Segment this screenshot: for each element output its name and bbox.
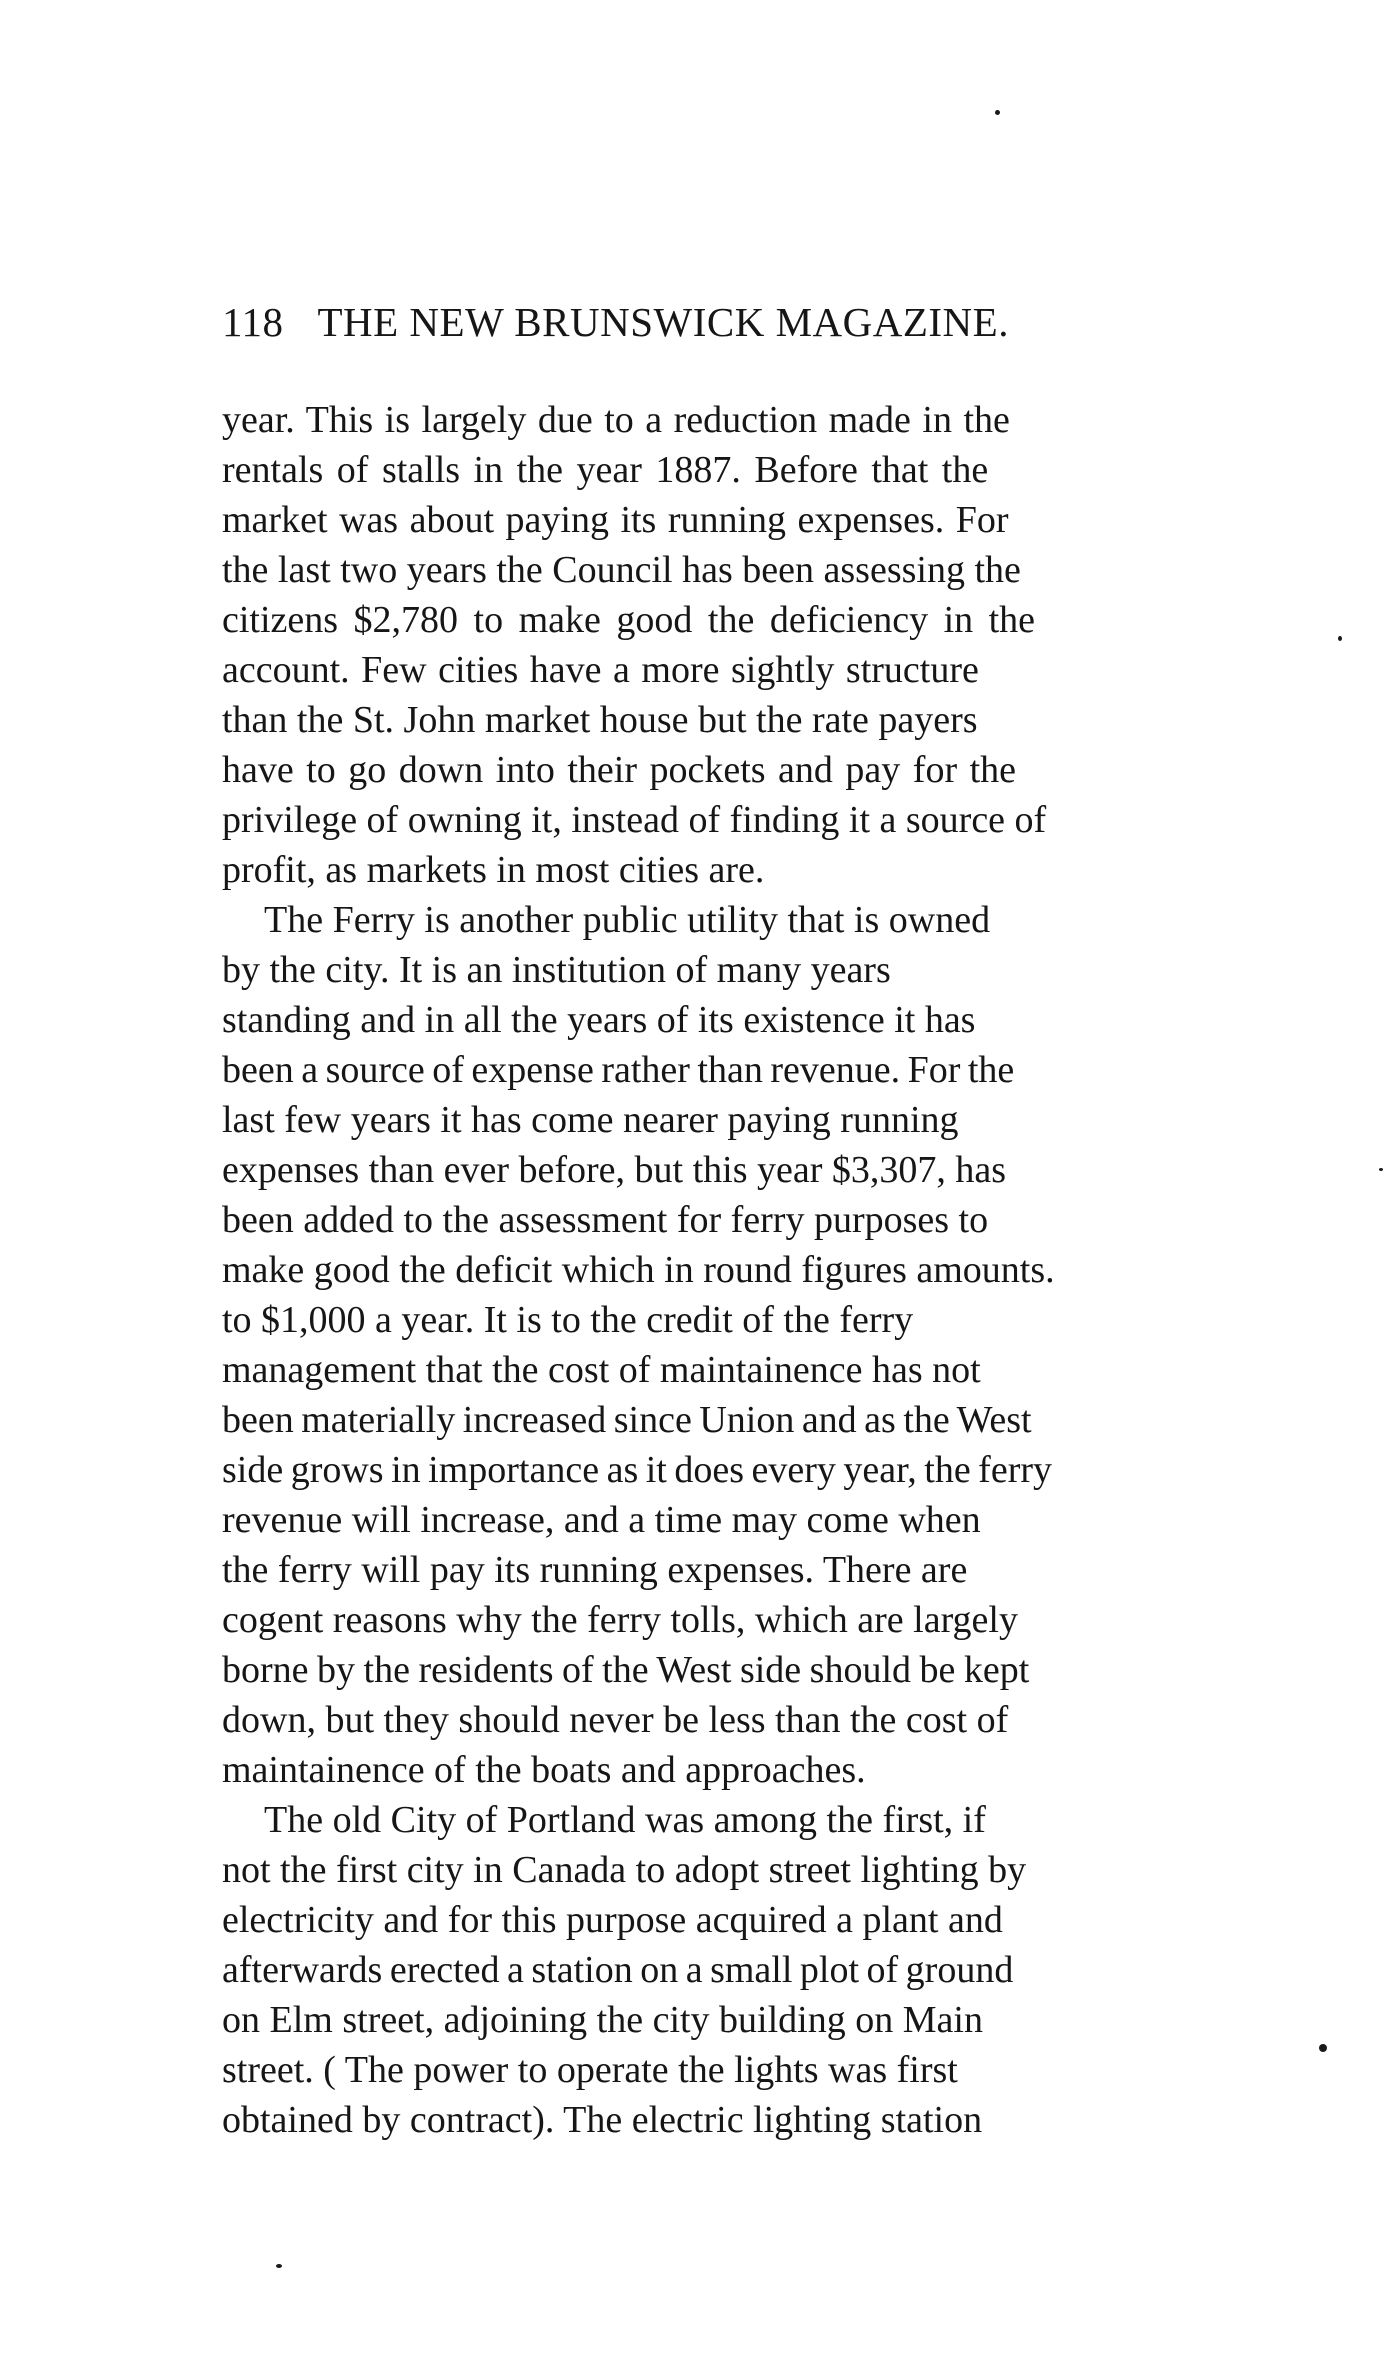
text-line: profit, as markets in most cities are.: [222, 849, 765, 891]
text-line: revenue will increase, and a time may come when: [222, 1499, 981, 1541]
text-line: privilege of owning it, instead of finding it a source of: [222, 799, 1047, 841]
scan-speck: [995, 110, 1000, 115]
text-line: street. ( The power to operate the lights was first: [222, 2049, 958, 2091]
text-line: by the city. It is an institution of many years: [222, 949, 891, 991]
text-line: on Elm street, adjoining the city building on Main: [222, 1999, 983, 2041]
text-line: side grows in importance as it does every year, the ferry: [222, 1449, 1053, 1491]
text-line: last few years it has come nearer paying running: [222, 1099, 959, 1141]
text-line: account. Few cities have a more sightly structure: [222, 649, 979, 691]
text-line: been a source of expense rather than revenue. For the: [222, 1049, 1015, 1091]
text-line: year. This is largely due to a reduction made in the: [222, 399, 1010, 441]
scan-speck: [1379, 1168, 1383, 1171]
scan-speck: [1338, 636, 1342, 641]
page-number: 118: [222, 299, 284, 345]
text-line: electricity and for this purpose acquired a plant and: [222, 1899, 1003, 1941]
text-line: have to go down into their pockets and pay for the: [222, 749, 1017, 791]
text-line: market was about paying its running expenses. For: [222, 499, 1009, 541]
text-line: cogent reasons why the ferry tolls, which are largely: [222, 1599, 1018, 1641]
text-line: rentals of stalls in the year 1887. Before that the: [222, 449, 989, 491]
text-line: management that the cost of maintainence has not: [222, 1349, 981, 1391]
text-line: the ferry will pay its running expenses. There are: [222, 1549, 968, 1591]
text-line: been added to the assessment for ferry purposes to: [222, 1199, 989, 1241]
text-line: afterwards erected a station on a small plot of ground: [222, 1949, 1014, 1991]
magazine-title: THE NEW BRUNSWICK MAGAZINE.: [317, 299, 1009, 345]
text-line: obtained by contract). The electric lighting station: [222, 2099, 983, 2141]
text-line: down, but they should never be less than the cost of: [222, 1699, 1009, 1741]
running-head: [222, 298, 1142, 346]
text-line: make good the deficit which in round figures amounts.: [222, 1249, 1055, 1291]
text-line: borne by the residents of the West side should be kept: [222, 1649, 1030, 1691]
text-line: The Ferry is another public utility that is owned: [264, 899, 991, 941]
text-line: expenses than ever before, but this year $3,307, has: [222, 1149, 1007, 1191]
text-line: than the St. John market house but the rate payers: [222, 699, 978, 741]
text-line: the last two years the Council has been assessing the: [222, 549, 1021, 591]
text-line: standing and in all the years of its existence it has: [222, 999, 976, 1041]
text-line: maintainence of the boats and approaches.: [222, 1749, 866, 1791]
text-line: been materially increased since Union and as the West: [222, 1399, 1032, 1441]
text-line: citizens $2,780 to make good the deficiency in the: [222, 599, 1036, 641]
text-line: The old City of Portland was among the first, if: [264, 1799, 986, 1841]
text-line: to $1,000 a year. It is to the credit of the ferry: [222, 1299, 914, 1341]
scan-speck: [276, 2264, 282, 2268]
scan-speck: [1319, 2044, 1327, 2052]
text-line: not the first city in Canada to adopt street lighting by: [222, 1849, 1027, 1891]
